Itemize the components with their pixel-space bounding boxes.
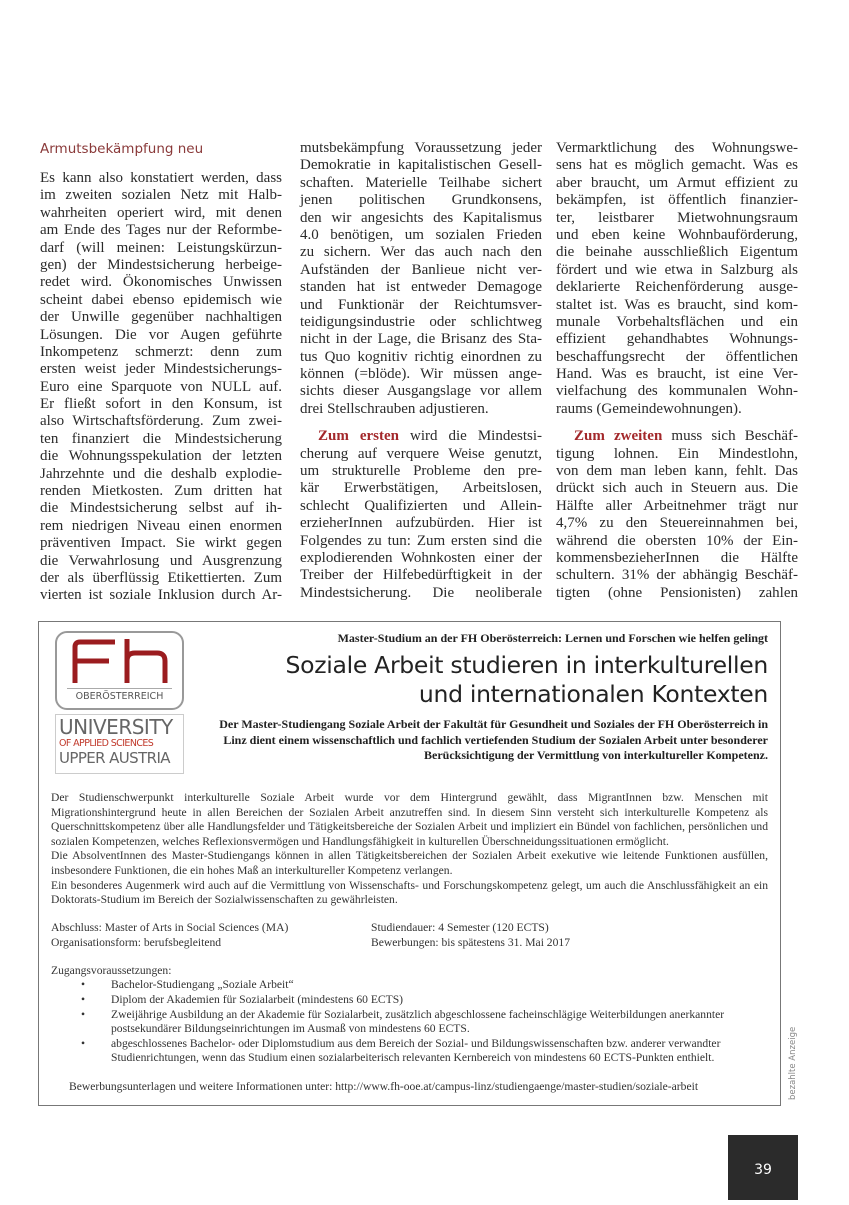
text-line: explodierenden Wohnkosten einer der [300,549,542,566]
text-line: schultern. 31% der abhängig Beschäf- [556,567,798,584]
ad-kicker: Master-Studium an der FH Oberösterreich: Lernen und Forschen wie helfen gelingt [337,631,768,645]
ad-body-paragraph: Der Studienschwerpunkt interkulturelle Soziale Arbeit wurde vor dem Hintergrund gewählt, dass MigrantInnen bzw. Menschen mit Migrationshintergrund heute in allen Bereichen der Sozialen Arbeit anzutreffen sind. In diesem Sinn versteht sich interkulturelle Kompetenz als Querschnittskompetenz über alle Handlungsfelder und Tätigkeitsbereiche der Sozialen Arbeit und impliziert ein Bündel von fachlichen, persönlichen und sozialen Kompetenzen, welches Reflexionsvermögen und Handlungsfähigkeit in kulturellen Überschneidungssituationen ermöglicht. [51,791,768,848]
lead-in-text: Zum ersten [318,428,399,445]
logo-region-text: OBERÖSTERREICH [67,688,172,702]
text-line: drückt sich auch in Steuern aus. Die [556,480,798,497]
text-line: Folgendes zu tun: Zum ersten sind die [300,532,542,549]
text-line: sens hat es möglich gemacht. Was es [556,157,798,174]
text-line: jenen politischen Grundkonsens, [300,192,542,209]
text-line: Hälfte aller Arbeitnehmer trägt nur [556,497,798,514]
logo-university-text: UNIVERSITY [59,715,173,739]
text-line: erzieherInnen aufzubürden. Hier ist [300,515,542,532]
text-line: und Funktionär der Reichtumsver- [300,296,542,313]
text-line: die Verwahrlosung und Ausgrenzung [40,552,282,569]
ad-header [51,631,768,783]
requirement-item: • abgeschlossenes Bachelor- oder Diplomstudium aus dem Bereich der Sozial- und Bildungswissenschaften bzw. anderer verwandter Studienrichtungen, wenn das Studium einen sozialarbeiterisch relevanten Kernbereich von mindestens 60 ECTS-Punkten enthielt. [81,1037,768,1066]
text-line: kär Erwerbstätigen, Arbeitslosen, [300,480,542,497]
text-line: staltet ist. Was es braucht, sind kom- [556,296,798,313]
logo-applied-sciences-text: OF APPLIED SCIENCES [59,738,154,749]
section-heading: Armutsbekämpfung neu [40,141,204,157]
requirement-item: • Diplom der Akademien für Sozialarbeit (mindestens 60 ECTS) [81,993,768,1008]
fact-bewerbung: Bewerbungen: bis spätestens 31. Mai 2017 [371,935,570,949]
logo-upper-austria-text: UPPER AUSTRIA [59,748,170,767]
text-line: Vermarktlichung des Wohnungswe- [556,140,798,156]
text-line: Demokratie in kapitalistischen Gesell- [300,157,542,174]
text-line: um strukturelle Probleme den pre- [300,463,542,480]
paragraph [300,428,542,602]
text-line: Aufständen der Banlieue nicht ver- [300,261,542,278]
university-logo [55,714,184,774]
text-line: zu sichern. Wer das auch nach den [300,244,542,261]
text-line: redet wird. Ökonomisches Unwissen [40,274,282,291]
text-line: Mindestsicherung. Die neoliberale [300,584,542,601]
text-line: ter, leistbarer Mietwohnungsraum [556,209,798,226]
text-line: der als überflüssig Etikettierten. Zum [40,569,282,586]
text-line: Jahrzehnte und die deshalb explodie- [40,465,282,482]
text-line: von dem man leben kann, fehlt. Das [556,463,798,480]
paragraph [556,140,798,418]
fh-logo-mark-icon [69,639,173,683]
text-line: den wir angesichts des Kapitalismus [300,209,542,226]
text-line: raums (Gemeindewohnungen). [556,400,742,417]
text-line: die beinahe ausschließlich Eigentum [556,244,798,261]
advertisement [38,621,781,1106]
text-line: Euro eine Sparquote von NULL auf. [40,378,282,395]
text-line: 4,7% zu den Steuereinnahmen bei, [556,515,798,532]
text-line: deklarierte Reichenförderung ausge- [556,279,798,296]
text-line: bekämpfen, ist öffentlich finanzier- [556,192,798,209]
paid-ad-label: bezahlte Anzeige [788,1026,798,1100]
text-line: und eben keine Wohnbauförderung, [556,226,798,243]
requirements-heading: Zugangsvoraussetzungen: [51,963,172,977]
paragraph [556,428,798,602]
text-line: also Wirtschaftsförderung. Zum zwei- [40,413,282,430]
text-line: vierten ist soziale Inklusion durch Ar- [40,587,282,604]
text-line: die Mindestsicherung selbst auf ih- [40,500,282,517]
fact-abschluss: Abschluss: Master of Arts in Social Sciences (MA) [51,920,289,934]
text-line: wahrheiten operiert wird, mit denen [40,204,282,221]
text-line: effizient gehandhabtes Wohnungs- [556,331,798,348]
text-line: rem niedrigen Niveau einen enormen [40,517,282,534]
text-line: schaften. Materielle Teilhabe sichert [300,174,542,191]
text-line: fördert und wie etwa in Salzburg als [556,261,798,278]
text-line: beschaffungsrecht der öffentlichen [556,348,798,365]
text-line: vielfachung des kommunalen Wohn- [556,383,798,400]
text-line: gen) der Mindestsicherung herbeige- [40,256,282,273]
ad-url-line: Bewerbungsunterlagen und weitere Informationen unter: http://www.fh-ooe.at/campus-linz/studiengaenge/master-studien/soziale-arbeit [69,1079,699,1093]
text-line: kommensbezieherInnen die Hälfte [556,549,798,566]
text-line: sichts dieser Ausgangslage vor allem [300,383,542,400]
ad-body-paragraph: Ein besonderes Augenmerk wird auch auf die Vermittlung von Wissenschafts- und Forschungskompetenz gelegt, um auch die Anschlussfähigkeit an ein Doktorats-Studium im Bereich der Sozialwissenschaften zu gewährleisten. [51,878,768,907]
text-line: teidigungsindustrie oder schlichtweg [300,313,542,330]
text-line: tus Quo kognitiv richtig einordnen zu [300,348,542,365]
text-line: drei Stellschrauben adjustieren. [300,400,489,417]
ad-header-text [201,631,768,764]
paragraph [300,140,542,418]
text-line: 4.0 benötigen, um sozialen Frieden [300,226,542,243]
lead-in-text: Zum zweiten [574,428,663,445]
requirement-item: • Zweijährige Ausbildung an der Akademie für Sozialarbeit, zusätzlich abgeschlossene facheinschlägige Weiterbildungen anerkannter postsekundärer Bildungseinrichtungen im Ausmaß von mindestens 60 ECTS. [81,1008,768,1037]
text-line: Zum ersten wird die Mindestsi- [318,428,542,445]
text-line: präventiven Impact. Sie wirkt gegen [40,535,282,552]
text-line: tigten (ohne Pensionisten) zahlen [556,584,798,601]
text-line: Es kann also konstatiert werden, dass [40,170,282,186]
ad-title-line-1: Soziale Arbeit studieren in interkulturellen [285,651,768,679]
text-line: scheint dabei ebenso epidemisch wie [40,291,282,308]
text-line: tigung lohnen. Ein Mindestlohn, [556,445,798,462]
text-line: renden Mietkosten. Zum dritten hat [40,483,282,500]
text-line: Lösungen. Die vor Augen geführte [40,326,282,343]
text-line: Hand. Was es braucht, ist eine Ver- [556,366,798,383]
text-line: ersten weist jeder Mindestsicherungs- [40,361,282,378]
text-line: aber braucht, um Armut effizient zu [556,174,798,191]
text-line: können (=blöde). Wir müssen ange- [300,366,542,383]
requirement-item: • Bachelor-Studiengang „Soziale Arbeit“ [81,978,768,993]
text-line: Er fließt sofort in den Konsum, ist [40,396,282,413]
text-line: während die obersten 10% der Ein- [556,532,798,549]
article-column-1 [40,140,282,615]
text-line: standen hat ist entweder Demagoge [300,279,542,296]
fact-organisation: Organisationsform: berufsbegleitend [51,935,222,949]
text-line: nicht in der Lage, die Brisanz des Sta- [300,331,542,348]
paragraph [40,170,282,605]
ad-title-line-2: und internationalen Kontexten [418,680,768,708]
ad-body-paragraph: Die AbsolventInnen des Master-Studiengangs können in allen Tätigkeitsbereichen der Sozialen Arbeit exekutive wie leitende Funktionen ausfüllen, insbesondere Funktionen, die ein hohes Maß an interkultureller Kompetenz verlangen. [51,849,768,877]
text-line: die Wohnungsspekulation der letzten [40,448,282,465]
article-column-2 [300,140,542,612]
fh-logo [55,631,184,710]
text-line: schlecht Qualifizierten und Allein- [300,497,542,514]
text-line: am Ende des Tages nur der Reformbe- [40,222,282,239]
text-line: Treiber der Hilfebedürftigkeit in der [300,567,542,584]
ad-title [201,651,768,709]
article-column-3 [556,140,798,612]
text-line: Zum zweiten muss sich Beschäf- [574,428,799,445]
fact-dauer: Studiendauer: 4 Semester (120 ECTS) [371,920,549,934]
text-line: der Unwille gegenüber nachhaltigen [40,309,282,326]
text-line: cherung auf verquere Weise genutzt, [300,445,542,462]
ad-body [51,791,768,908]
text-line: darf (will meinen: Leistungskürzun- [40,239,282,256]
text-line: mutsbekämpfung Voraussetzung jeder [300,140,542,156]
text-line: munale Vorbehaltsflächen und ein [556,313,798,330]
text-line: ten finanziert die Mindestsicherung [40,430,282,447]
requirements [51,964,768,1066]
page-number: 39 [728,1135,798,1200]
ad-intro: Der Master-Studiengang Soziale Arbeit der Fakultät für Gesundheit und Soziales der FH Oberösterreich in Linz dient einem wissenschaftlich und fachlich vertiefenden Studium der Sozialen Arbeit unter besonderer Berücksichtigung der Vermittlung von interkultureller Kompetenz. [219,717,768,762]
text-line: Inkompetenz schmerzt: denn zum [40,343,282,360]
ad-facts [51,920,768,950]
text-line: im zweiten sozialen Netz mit Halb- [40,187,282,204]
